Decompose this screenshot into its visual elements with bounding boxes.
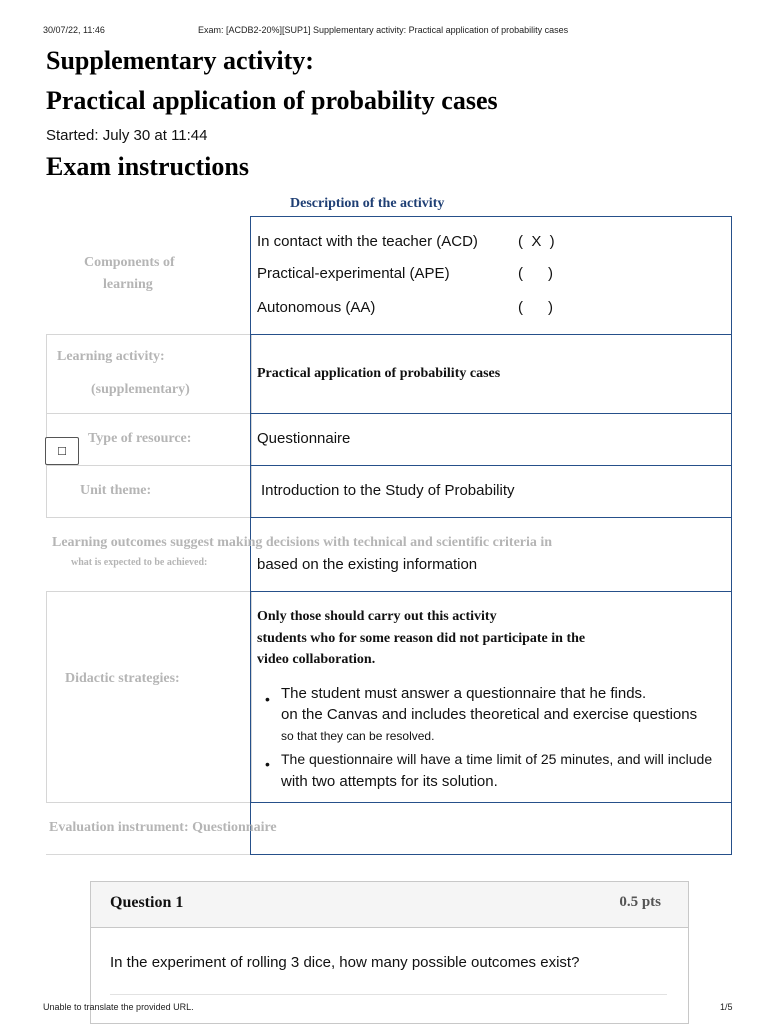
footer-url-note: Unable to translate the provided URL. xyxy=(43,1002,194,1012)
component-acd-label: In contact with the teacher (ACD) xyxy=(257,233,478,250)
table-rule-6 xyxy=(250,802,732,803)
table-rule-3 xyxy=(250,465,732,466)
page-title-line1: Supplementary activity: xyxy=(46,46,314,75)
description-heading: Description of the activity xyxy=(290,196,445,211)
bullet2-line1: The questionnaire will have a time limit of 25 minutes, and will include xyxy=(281,751,713,767)
outcomes-label: Learning outcomes suggest making decisions with technical and scientific criteria in xyxy=(52,535,553,550)
bullet1-line2: on the Canvas and includes theoretical and exercise questions xyxy=(281,706,698,723)
outcomes-sub-label: what is expected to be achieved: xyxy=(71,557,208,568)
started-text: Started: July 30 at 11:44 xyxy=(46,127,208,144)
components-label-line2: learning xyxy=(103,277,153,292)
bullet1-line1: The student must answer a questionnaire that he finds. xyxy=(281,685,647,702)
outcomes-value: based on the existing information xyxy=(257,556,478,573)
table-rule-4 xyxy=(250,517,732,518)
bullet-dot-1: • xyxy=(265,691,270,707)
table-right-border xyxy=(731,216,732,855)
component-aa-mark: ( ) xyxy=(518,299,553,316)
print-datetime: 30/07/22, 11:46 xyxy=(43,25,105,35)
table-rule-2 xyxy=(250,413,732,414)
table-rule-top xyxy=(250,216,732,217)
evaluation-bottom-rule xyxy=(46,854,252,855)
learning-activity-value: Practical application of probability cases xyxy=(257,366,501,381)
bullet-dot-2: • xyxy=(265,756,270,772)
didactic-bold-line2: students who for some reason did not participate in the xyxy=(257,631,586,646)
table-rule-5 xyxy=(250,591,732,592)
didactic-bold-line3: video collaboration. xyxy=(257,652,376,667)
didactic-label-cell xyxy=(46,591,252,803)
page-number: 1/5 xyxy=(720,1002,733,1012)
question-text: In the experiment of rolling 3 dice, how many possible outcomes exist? xyxy=(110,954,580,971)
resource-value: Questionnaire xyxy=(257,430,351,447)
evaluation-label: Evaluation instrument: Questionnaire xyxy=(49,820,277,835)
page-title-line2: Practical application of probability cases xyxy=(46,86,498,115)
print-page-title: Exam: [ACDB2-20%][SUP1] Supplementary activity: Practical application of probability cases xyxy=(198,25,569,35)
checkbox-icon[interactable]: ☐ xyxy=(45,437,79,465)
components-label-line1: Components of xyxy=(84,255,175,270)
question-points: 0.5 pts xyxy=(619,894,661,910)
didactic-bold-line1: Only those should carry out this activity xyxy=(257,609,497,624)
question-title: Question 1 xyxy=(110,894,184,911)
component-acd-mark: ( X ) xyxy=(518,233,555,250)
learning-activity-label-line1: Learning activity: xyxy=(57,349,165,364)
component-ape-mark: ( ) xyxy=(518,265,553,282)
question-divider xyxy=(110,994,667,995)
resource-label: Type of resource: xyxy=(88,431,192,446)
bullet2-line2: with two attempts for its solution. xyxy=(281,773,498,790)
component-ape-label: Practical-experimental (APE) xyxy=(257,265,450,282)
unit-theme-label: Unit theme: xyxy=(80,483,152,498)
learning-activity-label-cell xyxy=(46,334,252,414)
component-aa-label: Autonomous (AA) xyxy=(257,299,376,316)
table-rule-1 xyxy=(250,334,732,335)
didactic-label: Didactic strategies: xyxy=(65,671,180,686)
bullet1-line3: so that they can be resolved. xyxy=(281,729,435,743)
unit-theme-value: Introduction to the Study of Probability xyxy=(261,482,515,499)
exam-instructions-heading: Exam instructions xyxy=(46,152,249,181)
learning-activity-label-line2: (supplementary) xyxy=(91,382,190,397)
table-rule-bottom xyxy=(250,854,732,855)
